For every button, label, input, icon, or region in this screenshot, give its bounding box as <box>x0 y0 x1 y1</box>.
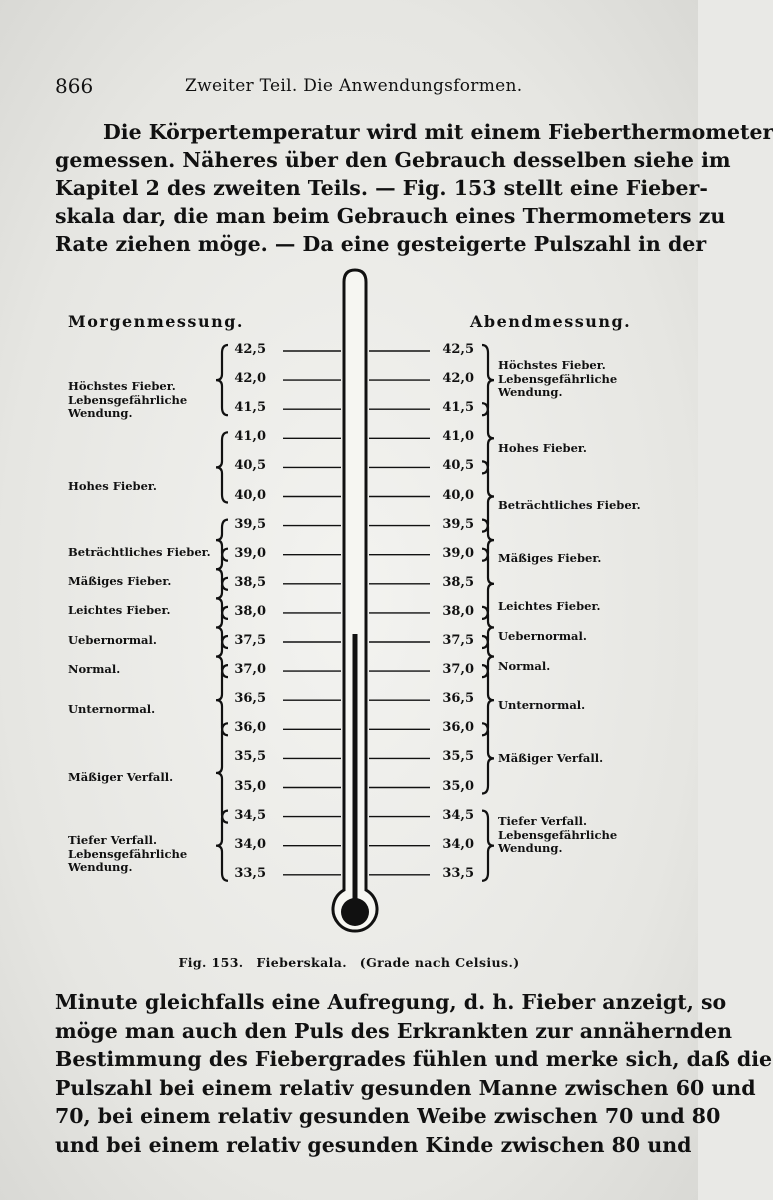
left-category-label: Unternormal. <box>68 702 156 716</box>
left-category-label: Mäßiger Verfall. <box>68 770 174 784</box>
right-category-label: Normal. <box>498 659 551 673</box>
right-bracket <box>482 811 494 881</box>
left-category-label: Tiefer Verfall. Lebensgefährliche Wendung. <box>68 833 188 874</box>
left-category-label: Uebernormal. <box>68 633 157 647</box>
left-bracket <box>216 432 228 502</box>
text-line: und bei einem relativ gesunden Kinde zwischen 80 und <box>55 1132 692 1157</box>
scale-value-left: 40,5 <box>234 458 266 474</box>
right-category-label: Mäßiges Fieber. <box>498 551 602 565</box>
scale-value-right: 33,5 <box>442 865 474 881</box>
scale-value-left: 36,0 <box>234 720 266 736</box>
scale-value-left: 42,5 <box>234 342 266 357</box>
scale-value-right: 40,5 <box>442 458 474 474</box>
figure-caption <box>0 955 698 970</box>
left-bracket <box>216 811 228 881</box>
right-category-label: Tiefer Verfall. Lebensgefährliche Wendung. <box>498 814 618 855</box>
right-category-label: Unternormal. <box>498 698 586 712</box>
right-category-label: Uebernormal. <box>498 629 587 643</box>
caption-note: (Grade nach Celsius.) <box>359 955 520 970</box>
text-line: 70, bei einem relativ gesunden Weibe zwischen 70 und 80 <box>55 1104 721 1128</box>
scale-value-right: 38,0 <box>442 603 474 619</box>
left-bracket <box>216 345 228 415</box>
scale-value-right: 42,0 <box>442 371 474 387</box>
right-category-label: Leichtes Fieber. <box>498 599 601 613</box>
left-category-label: Leichtes Fieber. <box>68 603 171 617</box>
right-category-label: Hohes Fieber. <box>498 441 587 455</box>
page-number: 866 <box>55 74 94 98</box>
right-bracket <box>482 723 494 793</box>
scale-value-left: 35,0 <box>234 778 266 794</box>
text-line: möge man auch den Puls des Erkrankten zur annähernden <box>55 1018 733 1043</box>
scale-value-right: 41,5 <box>442 400 474 416</box>
right-bracket <box>482 461 494 531</box>
right-bracket <box>482 665 494 735</box>
text-line: Minute gleichfalls eine Aufregung, d. h. Fieber anzeigt, so <box>55 990 727 1014</box>
text-line: Bestimmung des Fiebergrades fühlen und merke sich, daß die <box>55 1047 773 1071</box>
right-category-label: Höchstes Fieber. Lebensgefährliche Wendung. <box>498 358 618 399</box>
scale-value-right: 38,5 <box>442 574 474 590</box>
scale-value-left: 37,5 <box>234 633 266 648</box>
scale-value-right: 41,0 <box>442 429 474 445</box>
scale-value-left: 36,5 <box>234 691 266 707</box>
text-line: Rate ziehen möge. — Da eine gesteigerte Pulszahl in der <box>55 232 707 256</box>
left-bracket <box>216 723 228 822</box>
right-bracket <box>482 345 494 415</box>
scale-value-right: 36,0 <box>442 720 474 736</box>
right-bracket <box>482 549 494 619</box>
text-line: Die Körpertemperatur wird mit einem Fieberthermometer <box>103 120 773 144</box>
scale-value-left: 42,0 <box>234 371 266 387</box>
right-category-label: Mäßiger Verfall. <box>498 751 604 765</box>
scale-value-right: 42,5 <box>442 342 474 357</box>
text-line: skala dar, die man beim Gebrauch eines Thermometers zu <box>55 204 726 228</box>
left-category-label: Höchstes Fieber. Lebensgefährliche Wendung. <box>68 379 188 420</box>
scale-value-left: 41,5 <box>234 400 266 416</box>
scale-value-left: 38,0 <box>234 603 266 619</box>
scale-value-right: 40,0 <box>442 487 474 503</box>
bottom-paragraph <box>55 988 773 1159</box>
scale-value-left: 40,0 <box>234 487 266 503</box>
scale-value-right: 37,0 <box>442 662 474 678</box>
evening-heading: Abendmessung. <box>470 312 632 331</box>
fever-scale-figure <box>0 262 698 962</box>
caption-figure-number: Fig. 153. <box>178 955 244 970</box>
text-line: Pulszahl bei einem relativ gesunden Manne zwischen 60 und <box>55 1075 756 1100</box>
top-paragraph <box>55 118 773 258</box>
scale-value-right: 35,5 <box>442 749 474 765</box>
left-category-label: Hohes Fieber. <box>68 479 157 493</box>
scale-value-right: 36,5 <box>442 691 474 707</box>
left-category-label: Mäßiges Fieber. <box>68 574 172 588</box>
scale-value-right: 34,5 <box>442 807 474 823</box>
scale-value-left: 41,0 <box>234 429 266 445</box>
caption-title: Fieberskala. <box>256 955 347 970</box>
scale-value-right: 37,5 <box>442 633 474 648</box>
mercury-column <box>353 634 358 912</box>
text-line: Kapitel 2 des zweiten Teils. — Fig. 153 stellt eine Fieber- <box>55 176 708 200</box>
scale-value-left: 38,5 <box>234 574 266 590</box>
left-category-label: Beträchtliches Fieber. <box>68 545 211 559</box>
scale-value-left: 34,5 <box>234 807 266 823</box>
right-category-label: Beträchtliches Fieber. <box>498 498 641 512</box>
scale-value-left: 33,5 <box>234 865 266 881</box>
right-bracket <box>482 403 494 473</box>
scale-value-left: 37,0 <box>234 662 266 678</box>
text-line: gemessen. Näheres über den Gebrauch desselben siehe im <box>55 148 731 172</box>
running-title: Zweiter Teil. Die Anwendungsformen. <box>185 76 523 96</box>
scale-value-left: 39,5 <box>234 516 266 532</box>
scale-value-right: 34,0 <box>442 836 474 852</box>
scale-value-right: 35,0 <box>442 778 474 794</box>
scale-value-right: 39,0 <box>442 545 474 561</box>
left-category-label: Normal. <box>68 662 121 676</box>
scale-value-left: 39,0 <box>234 545 266 561</box>
scale-value-right: 39,5 <box>442 516 474 532</box>
left-bracket <box>216 665 228 735</box>
scale-value-left: 35,5 <box>234 749 266 765</box>
page-header <box>55 74 655 104</box>
scale-value-left: 34,0 <box>234 836 266 852</box>
morning-heading: Morgenmessung. <box>68 312 244 331</box>
